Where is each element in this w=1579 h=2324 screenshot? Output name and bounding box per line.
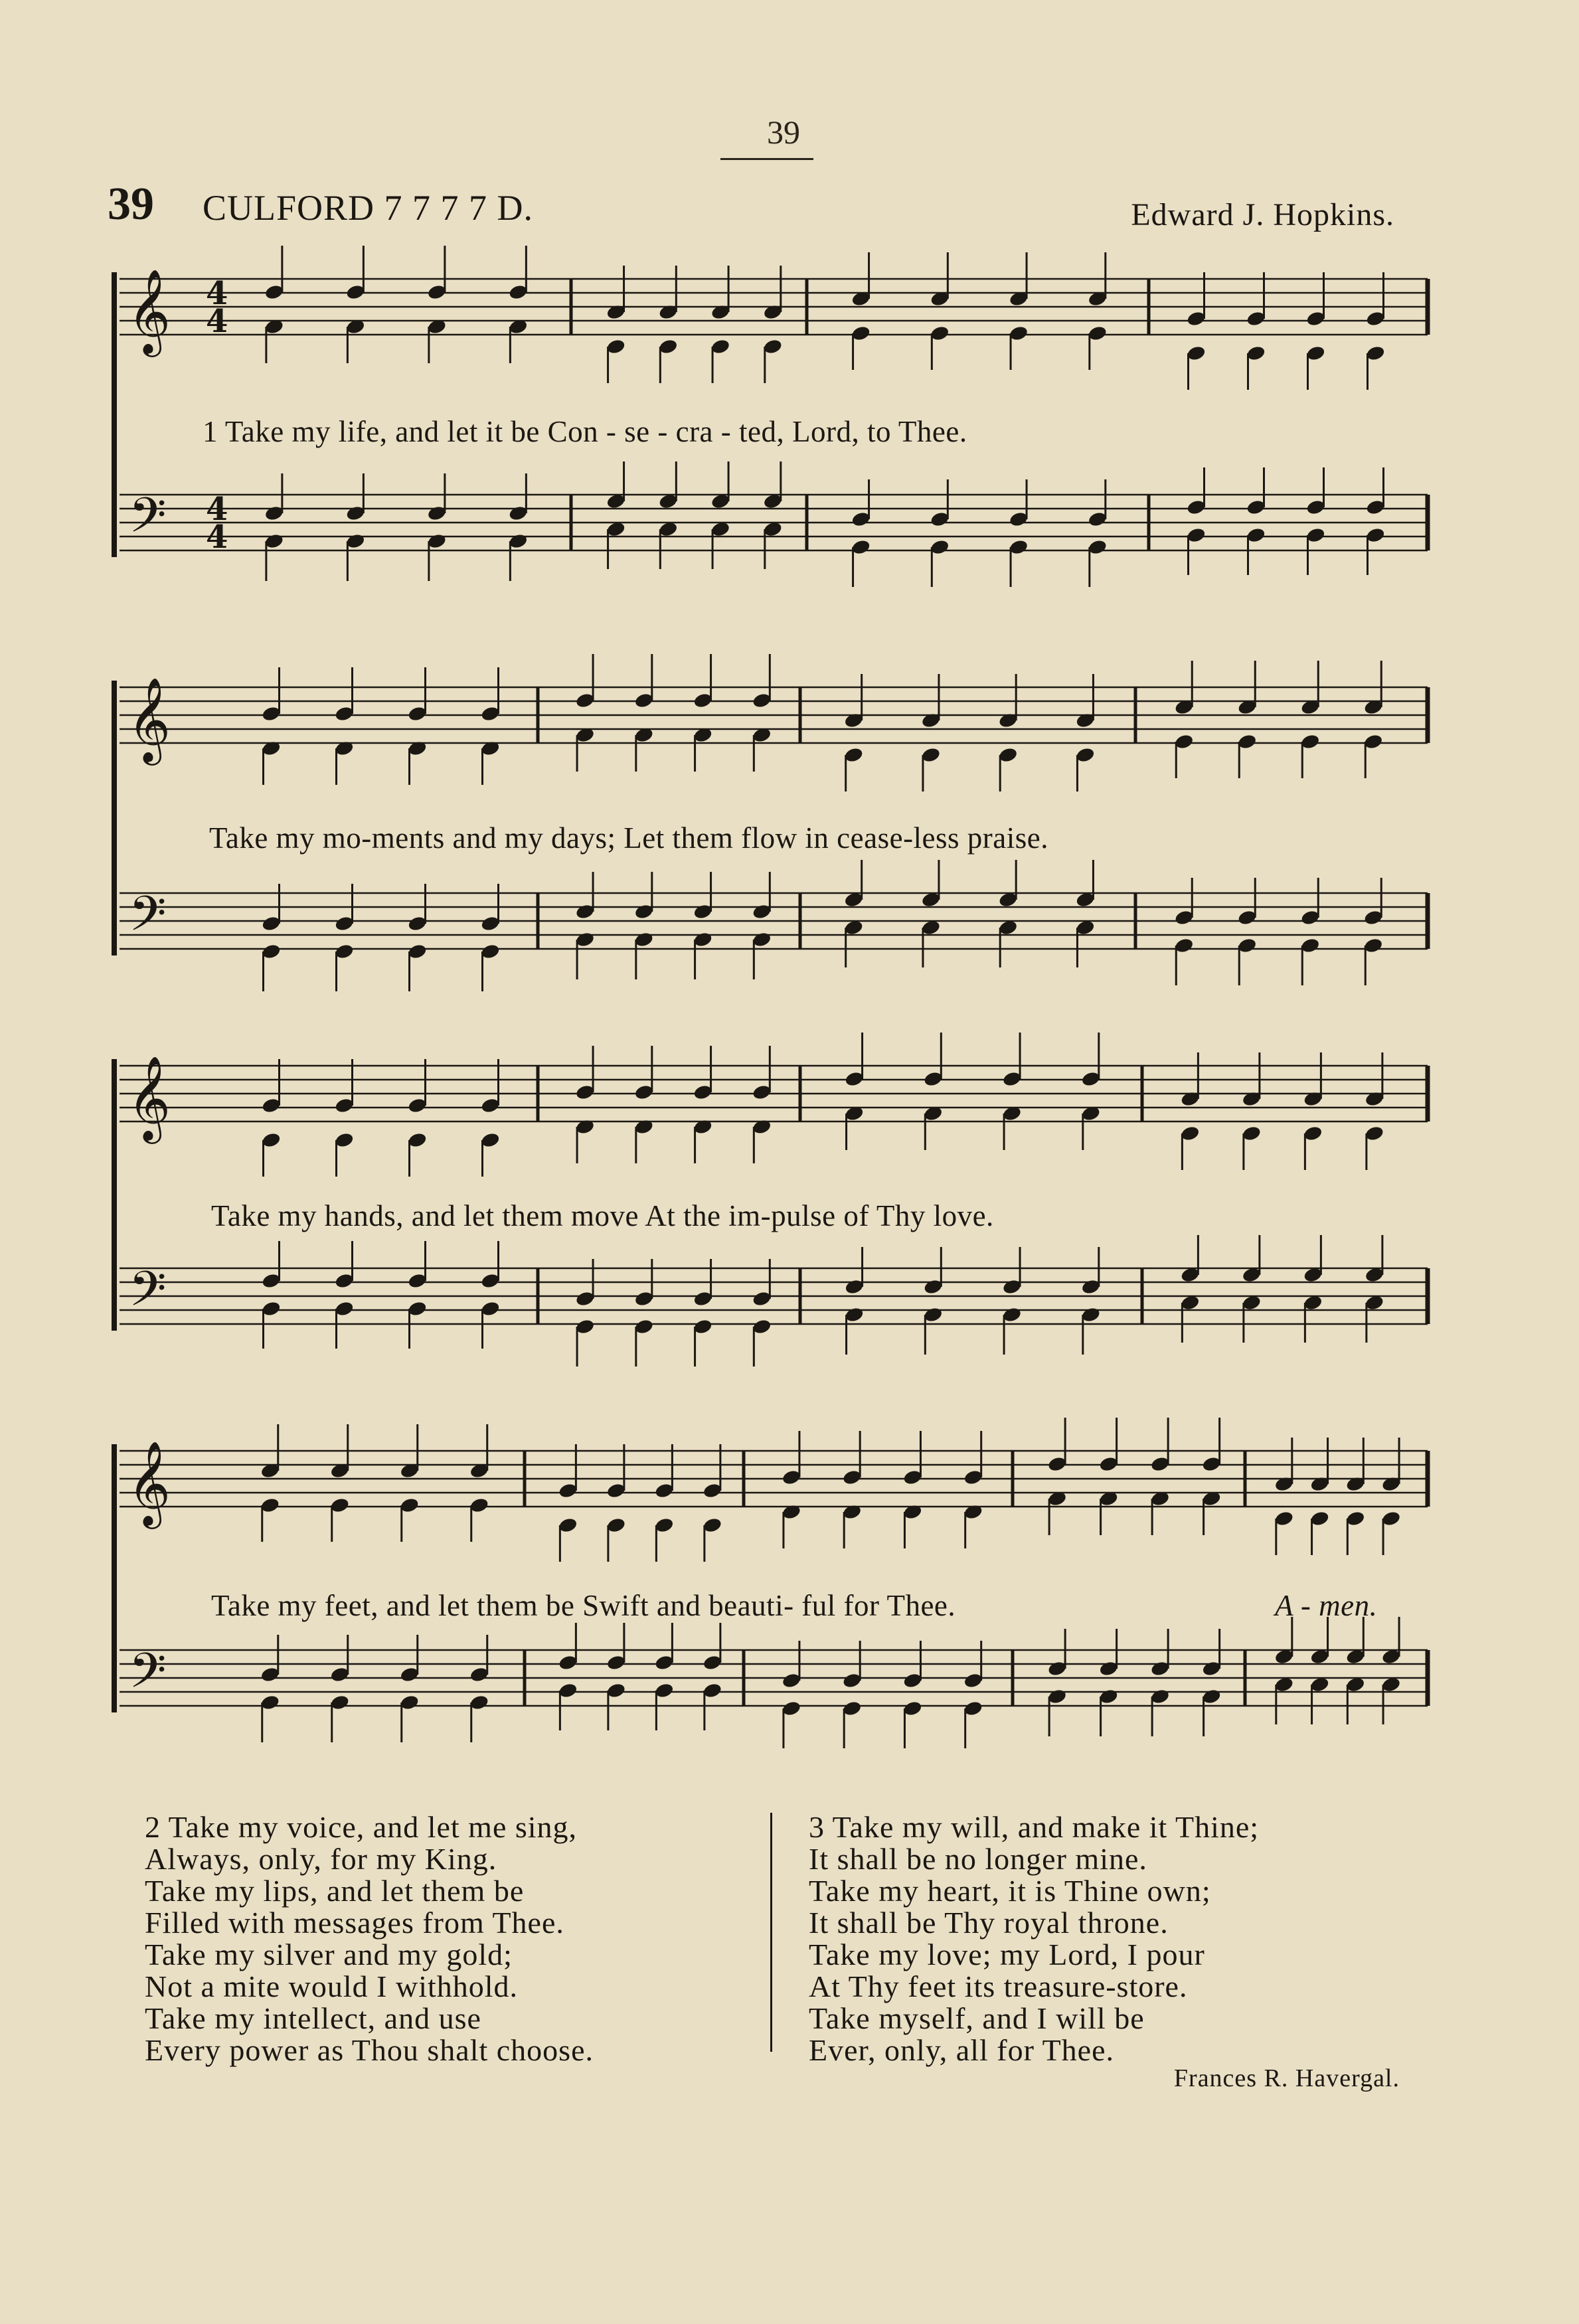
verse-line: Take my love; my Lord, I pour — [809, 1938, 1205, 1971]
verse-line: Every power as Thou shalt choose. — [145, 2033, 594, 2067]
verse-line: 2 Take my voice, and let me sing, — [145, 1810, 578, 1844]
bass-clef: 𝄢 — [129, 487, 167, 555]
verse-line: It shall be no longer mine. — [809, 1842, 1147, 1876]
lyric-line-3: Take my hands, and let them move At the im-pulse of Thy love. — [211, 1199, 994, 1232]
verse-line: Take my heart, it is Thine own; — [809, 1874, 1211, 1908]
verse-line: Take my silver and my gold; — [145, 1938, 513, 1971]
verse-2 — [145, 1811, 594, 2066]
lyric-line-1: 1 Take my life, and let it be Con - se - cra - ted, Lord, to Thee. — [203, 415, 967, 448]
treble-clef: 𝄞 — [127, 1440, 171, 1525]
verse-line: Filled with messages from Thee. — [145, 1906, 564, 1940]
verse-line: Always, only, for my King. — [145, 1842, 497, 1876]
hymn-title: CULFORD 7 7 7 7 D. — [203, 188, 534, 228]
time-signature-bottom: 4 — [206, 303, 228, 340]
treble-clef: 𝄞 — [127, 268, 171, 353]
stanza-divider — [770, 1813, 772, 2052]
time-signature-top: 4 — [206, 491, 228, 528]
verse-line: Take my lips, and let them be — [145, 1874, 525, 1908]
treble-clef: 𝄞 — [127, 1055, 171, 1140]
bass-clef: 𝄢 — [129, 1260, 167, 1329]
verse-line: 3 Take my will, and make it Thine; — [809, 1810, 1260, 1844]
verse-line: Take my intellect, and use — [145, 2001, 481, 2035]
treble-clef: 𝄞 — [127, 677, 171, 762]
bass-clef: 𝄢 — [129, 1642, 167, 1710]
verse-line: Ever, only, all for Thee. — [809, 2033, 1115, 2067]
page-number: 39 — [767, 114, 800, 151]
bass-clef: 𝄢 — [129, 885, 167, 954]
verse-line: Not a mite would I withhold. — [145, 1969, 519, 2003]
composer: Edward J. Hopkins. — [1131, 197, 1394, 232]
lyric-line-2: Take my mo-ments and my days; Let them flow in cease-less praise. — [209, 821, 1049, 855]
verse-line: It shall be Thy royal throne. — [809, 1906, 1169, 1940]
time-signature-top: 4 — [206, 275, 228, 312]
verse-3 — [809, 1811, 1259, 2066]
lyric-line-4: Take my feet, and let them be Swift and beauti- ful for Thee. — [211, 1589, 956, 1622]
amen-lyric: A - men. — [1275, 1589, 1378, 1622]
verse-line: At Thy feet its treasure-store. — [809, 1969, 1188, 2003]
time-signature-bottom: 4 — [206, 519, 228, 556]
lyricist: Frances R. Havergal. — [1173, 2064, 1400, 2092]
verse-line: Take myself, and I will be — [809, 2001, 1145, 2035]
hymn-number: 39 — [108, 179, 154, 230]
